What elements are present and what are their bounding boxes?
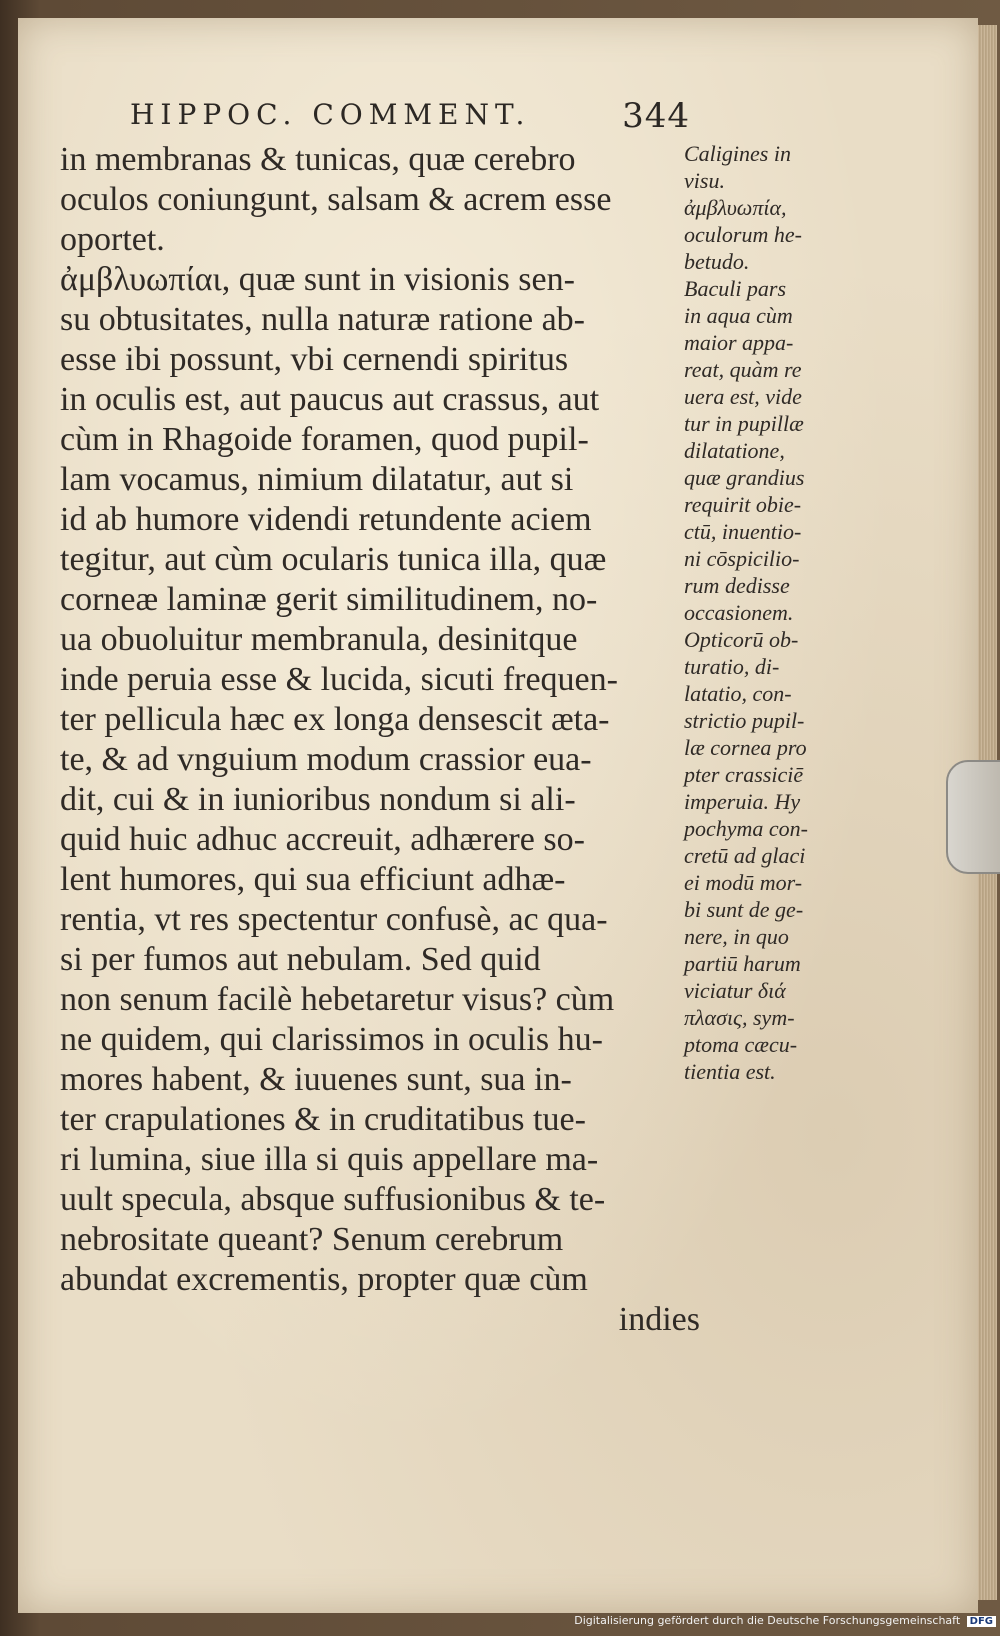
footer-credit: Digitalisierung gefördert durch die Deutsche Forschungsgemeinschaft	[574, 1614, 961, 1627]
marginal-note-line: Caligines in	[684, 141, 791, 166]
marginal-note-line: turatio, di-	[684, 654, 780, 679]
text-line: id ab humore videndi retundente aciem	[60, 501, 592, 538]
text-line: uult specula, absque suffusionibus & te-	[60, 1181, 606, 1218]
text-line: mores habent, & iuuenes sunt, sua in-	[60, 1061, 572, 1098]
marginal-note-line: bi sunt de ge-	[684, 897, 804, 922]
text-line: ter crapulationes & in cruditatibus tue-	[60, 1101, 586, 1138]
marginal-note-line: pter crassiciē	[684, 762, 804, 787]
marginal-note-line: ἀμβλυωπία,	[684, 195, 787, 220]
text-line: lam vocamus, nimium dilatatur, aut si	[60, 461, 574, 498]
marginal-note-line: tientia est.	[684, 1059, 776, 1084]
main-text-block	[60, 140, 700, 1340]
text-line: non senum facilè hebetaretur visus? cùm	[60, 981, 615, 1018]
marginal-note-line: ctū, inuentio-	[684, 519, 802, 544]
text-line: ri lumina, siue illa si quis appellare ma-	[60, 1141, 599, 1178]
running-header	[130, 98, 690, 142]
marginal-note-line: pochyma con-	[684, 816, 809, 841]
marginal-note-line: in aqua cùm	[684, 303, 793, 328]
marginal-note-line: occasionem.	[684, 600, 794, 625]
page-number: 344	[622, 96, 690, 136]
text-line: abundat excrementis, propter quæ cùm	[60, 1261, 588, 1298]
text-line: ua obuoluitur membranula, desinitque	[60, 621, 578, 658]
text-line: ἀμβλυωπίαι, quæ sunt in visionis sen-	[60, 261, 575, 298]
marginal-note-line: reat, quàm re	[684, 357, 802, 382]
marginal-note-line: læ cornea pro	[684, 735, 807, 760]
marginal-note-line: πλασις, sym-	[684, 1005, 795, 1030]
marginal-note-line: tur in pupillæ	[684, 411, 804, 436]
marginal-note-line: rum dedisse	[684, 573, 790, 598]
text-line: in membranas & tunicas, quæ cerebro	[60, 141, 576, 178]
marginal-note-line: oculorum he-	[684, 222, 802, 247]
text-line: ne quidem, qui clarissimos in oculis hu-	[60, 1021, 603, 1058]
marginal-note-line: dilatatione,	[684, 438, 785, 463]
text-line: cùm in Rhagoide foramen, quod pupil-	[60, 421, 589, 458]
text-line: in oculis est, aut paucus aut crassus, aut	[60, 381, 600, 418]
marginal-note-line: Opticorū ob-	[684, 627, 799, 652]
text-line: ter pellicula hæc ex longa densescit æta-	[60, 701, 610, 738]
marginal-note-line: Baculi pars	[684, 276, 787, 301]
text-line: oportet.	[60, 221, 165, 258]
marginal-note-line: imperuia. Hy	[684, 789, 801, 814]
marginal-note-line: ei modū mor-	[684, 870, 803, 895]
marginal-note-line: ptoma cæcu-	[684, 1032, 798, 1057]
marginal-note-line: betudo.	[684, 249, 750, 274]
text-line: te, & ad vnguium modum crassior eua-	[60, 741, 592, 778]
text-line: su obtusitates, nulla naturæ ratione ab-	[60, 301, 585, 338]
text-line: rentia, vt res spectentur confusè, ac qua-	[60, 901, 608, 938]
marginal-note-line: cretū ad glaci	[684, 843, 806, 868]
dfg-logo: DFG	[967, 1616, 996, 1627]
marginal-note-line: strictio pupil-	[684, 708, 805, 733]
text-line: corneæ laminæ gerit similitudinem, no-	[60, 581, 598, 618]
text-line: tegitur, aut cùm ocularis tunica illa, quæ	[60, 541, 607, 578]
marginal-note-line: maior appa-	[684, 330, 794, 355]
text-line: oculos coniungunt, salsam & acrem esse	[60, 181, 612, 218]
text-line: nebrositate queant? Senum cerebrum	[60, 1221, 564, 1258]
marginal-note-line: requirit obie-	[684, 492, 802, 517]
catchword: indies	[618, 1301, 700, 1338]
marginal-note-line: nere, in quo	[684, 924, 789, 949]
marginal-note-line: partiū harum	[684, 951, 801, 976]
header-title: HIPPOC. COMMENT.	[130, 98, 531, 131]
text-line: inde peruia esse & lucida, sicuti frequen-	[60, 661, 618, 698]
marginal-note-line: viciatur διά	[684, 978, 786, 1003]
marginal-note-line: ni cōspicilio-	[684, 546, 800, 571]
page-clip	[946, 760, 1000, 874]
text-line: si per fumos aut nebulam. Sed quid	[60, 941, 541, 978]
marginal-note-line: visu.	[684, 168, 725, 193]
marginal-note-line: latatio, con-	[684, 681, 792, 706]
text-line: dit, cui & in iunioribus nondum si ali-	[60, 781, 576, 818]
marginal-notes	[684, 140, 854, 1085]
digitization-footer	[552, 1614, 996, 1632]
text-line: quid huic adhuc accreuit, adhærere so-	[60, 821, 585, 858]
marginal-note-line: uera est, vide	[684, 384, 802, 409]
text-line: esse ibi possunt, vbi cernendi spiritus	[60, 341, 569, 378]
text-line: lent humores, qui sua efficiunt adhæ-	[60, 861, 566, 898]
marginal-note-line: quæ grandius	[684, 465, 805, 490]
